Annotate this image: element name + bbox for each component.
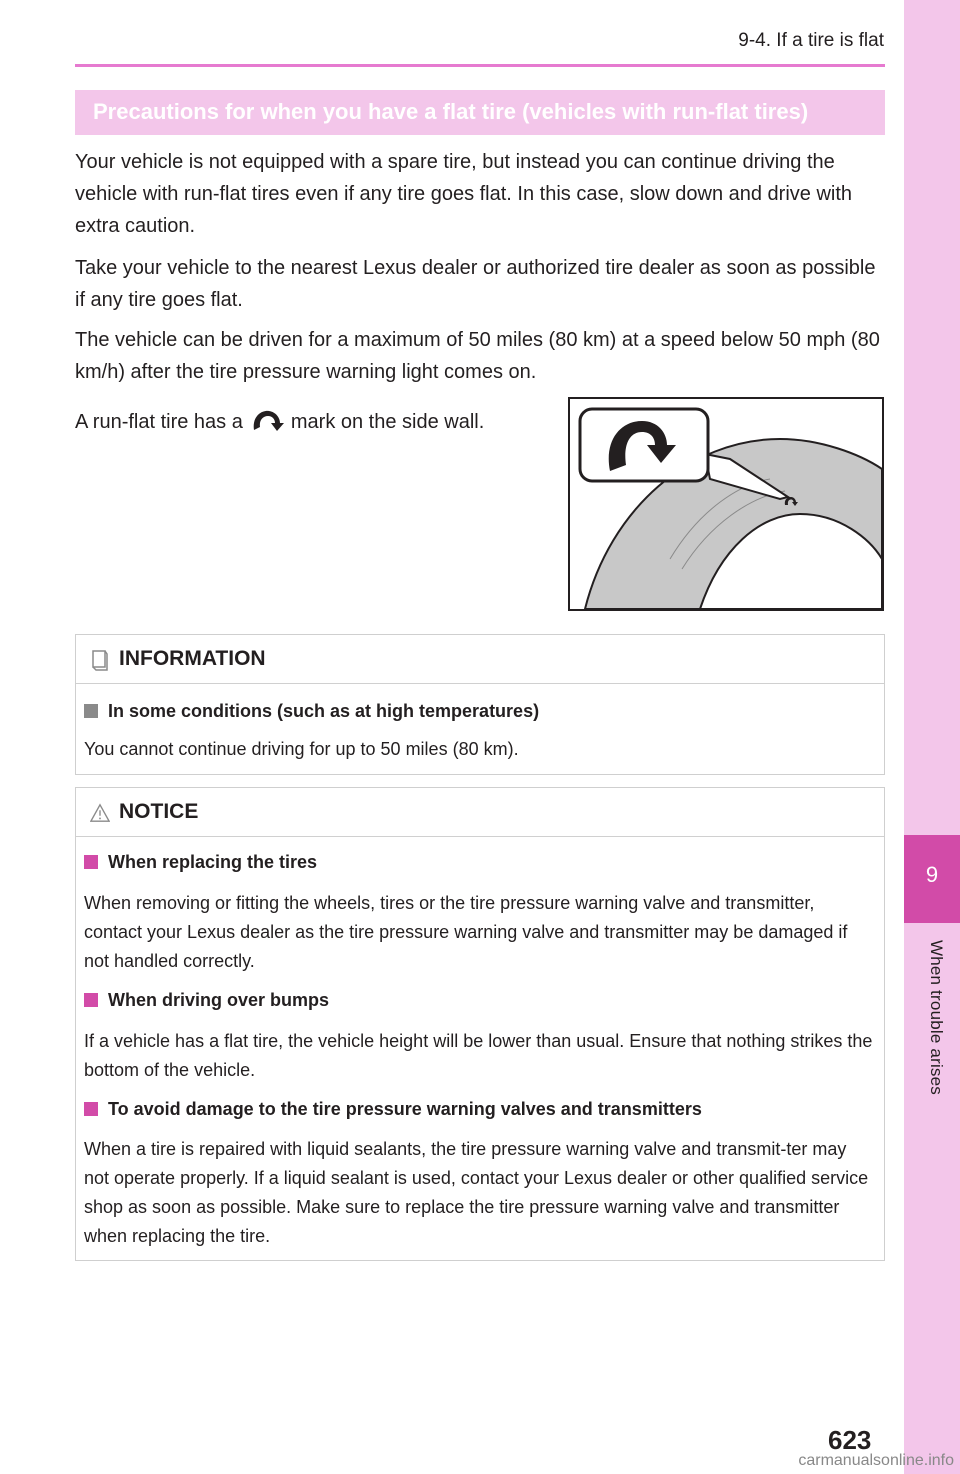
bullet-square — [84, 993, 98, 1007]
section-title-bar — [75, 90, 885, 135]
bullet-square — [84, 855, 98, 869]
side-strip — [904, 0, 960, 1474]
information-text: You cannot continue driving for up to 50 miles (80 km). — [84, 739, 519, 759]
notice-item-text: If a vehicle has a flat tire, the vehicle height will be lower than usual. Ensure that nothing strikes the bottom of the vehicle. — [84, 1031, 873, 1080]
header-rule — [75, 64, 885, 67]
notice-item-title-text: When replacing the tires — [108, 852, 318, 872]
notice-item-title-text: To avoid damage to the tire pressure warning valves and transmitters — [108, 1099, 702, 1119]
run-flat-text-after: mark on the side wall. — [290, 411, 485, 433]
paragraph-run-flat-mark — [75, 406, 484, 438]
information-book-icon — [90, 649, 110, 671]
paragraph-spare-tire: Your vehicle is not equipped with a spare tire, but instead you can continue driving the vehicle with run-flat tires even if any tire goes flat. In this case, slow down and drive with extra caution. — [75, 151, 853, 237]
notice-item-title — [84, 990, 329, 1011]
chapter-label: When trouble arises — [927, 940, 946, 1095]
information-subheading-text: In some conditions (such as at high temperatures) — [108, 701, 540, 721]
section-title: Precautions for when you have a flat tire (vehicles with run-flat tires) — [93, 99, 809, 124]
notice-item-title-text: When driving over bumps — [108, 990, 330, 1010]
paragraph-max-distance: The vehicle can be driven for a maximum of 50 miles (80 km) at a speed below 50 mph (80 km/h) after the tire pressure warning light comes on. — [75, 329, 880, 383]
tire-diagram — [570, 399, 882, 609]
paragraph-dealer: Take your vehicle to the nearest Lexus dealer or authorized tire dealer as soon as possible if any tire goes flat. — [75, 257, 876, 311]
run-flat-mark-icon — [249, 406, 285, 434]
information-box — [75, 634, 885, 775]
notice-header — [76, 788, 884, 837]
footer-watermark: carmanualsonline.info — [798, 1452, 954, 1469]
page-number: 623 — [828, 1425, 872, 1455]
run-flat-tire-illustration — [568, 397, 884, 611]
notice-heading: NOTICE — [119, 800, 199, 823]
running-header: 9-4. If a tire is flat — [738, 30, 884, 51]
information-heading: INFORMATION — [119, 647, 266, 670]
notice-item-title — [84, 852, 317, 873]
information-subheading — [84, 701, 539, 722]
notice-item-text: When removing or fitting the wheels, tires or the tire pressure warning valve and transmitter, contact your Lexus dealer as the tire pressure warning valve and transmitter may be damaged if not handled correctly. — [84, 893, 848, 971]
run-flat-text-before: A run-flat tire has a — [75, 411, 243, 433]
notice-box — [75, 787, 885, 1261]
notice-item-text: When a tire is repaired with liquid sealants, the tire pressure warning valve and transmit-ter may not operate properly. If a liquid sealant is used, contact your Lexus dealer or other qualified service shop as soon as possible. Make sure to replace the tire pressure warning valve and transmitter when replacing the tire. — [84, 1139, 869, 1246]
chapter-number: 9 — [925, 862, 939, 887]
notice-item-title — [84, 1099, 702, 1120]
bullet-square — [84, 704, 98, 718]
warning-triangle-icon — [90, 802, 110, 824]
bullet-square — [84, 1102, 98, 1116]
information-header — [76, 635, 884, 684]
